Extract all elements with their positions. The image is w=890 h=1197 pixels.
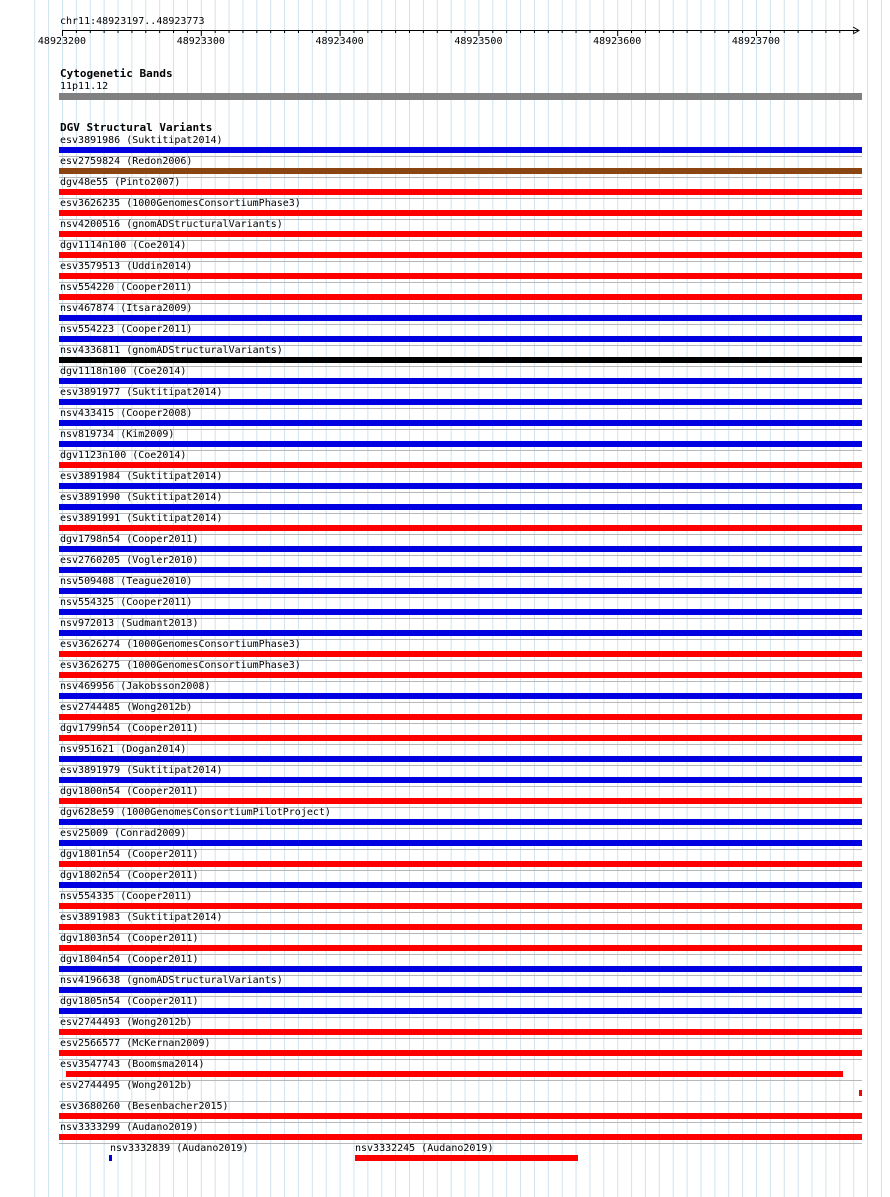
variant-label: esv3547743 (Boomsma2014): [60, 1059, 205, 1070]
variant-feature[interactable]: [59, 933, 862, 955]
variant-bar[interactable]: [59, 189, 862, 195]
variant-feature[interactable]: [59, 1122, 862, 1144]
variant-feature[interactable]: [59, 681, 862, 703]
variant-bar[interactable]: [59, 861, 862, 867]
variant-feature[interactable]: [59, 177, 862, 199]
variant-label: esv3626235 (1000GenomesConsortiumPhase3): [60, 198, 301, 209]
variant-feature[interactable]: [59, 870, 862, 892]
variant-feature[interactable]: [59, 408, 862, 430]
variant-label: dgv628e59 (1000GenomesConsortiumPilotProject): [60, 807, 331, 818]
variant-bar[interactable]: [59, 504, 862, 510]
variant-bar[interactable]: [59, 336, 862, 342]
variant-bar[interactable]: [59, 168, 862, 174]
variant-feature[interactable]: [59, 1101, 862, 1123]
variant-label: esv2566577 (McKernan2009): [60, 1038, 211, 1049]
variant-label: dgv1802n54 (Cooper2011): [60, 870, 199, 881]
variant-bar[interactable]: [59, 210, 862, 216]
variant-track-title: DGV Structural Variants: [60, 121, 213, 134]
variant-label: esv3626275 (1000GenomesConsortiumPhase3): [60, 660, 301, 671]
variant-label: nsv4200516 (gnomADStructuralVariants): [60, 219, 283, 230]
variant-label: dgv1799n54 (Cooper2011): [60, 723, 199, 734]
variant-feature[interactable]: [59, 639, 862, 661]
variant-label: nsv4196638 (gnomADStructuralVariants): [60, 975, 283, 986]
variant-feature[interactable]: [59, 975, 862, 997]
variant-feature[interactable]: [59, 219, 862, 241]
variant-feature[interactable]: [59, 534, 862, 556]
variant-bar[interactable]: [59, 693, 862, 699]
variant-bar[interactable]: [59, 315, 862, 321]
variant-bar[interactable]: [59, 672, 862, 678]
cytoband-track-title: Cytogenetic Bands: [60, 67, 173, 80]
variant-feature[interactable]: [59, 261, 862, 283]
variant-feature[interactable]: [59, 240, 862, 262]
variant-bar[interactable]: [59, 945, 862, 951]
variant-feature[interactable]: [59, 1038, 862, 1060]
variant-label: esv2760205 (Vogler2010): [60, 555, 199, 566]
variant-feature[interactable]: [59, 135, 862, 157]
variant-bar[interactable]: [59, 1050, 862, 1056]
variant-feature[interactable]: [109, 1143, 248, 1161]
variant-bar[interactable]: [59, 546, 862, 552]
variant-bar[interactable]: [59, 630, 862, 636]
variant-bar[interactable]: [59, 441, 862, 447]
variant-bar[interactable]: [59, 294, 862, 300]
variant-bar[interactable]: [355, 1155, 578, 1161]
variant-label: dgv1804n54 (Cooper2011): [60, 954, 199, 965]
variant-label: esv2759824 (Redon2006): [60, 156, 193, 167]
variant-feature[interactable]: [59, 954, 862, 976]
variant-label: esv3891979 (Suktitipat2014): [60, 765, 223, 776]
variant-feature[interactable]: [59, 156, 862, 178]
variant-bar[interactable]: [59, 567, 862, 573]
ruler-location-label: chr11:48923197..48923773: [60, 16, 205, 27]
variant-label: esv3891977 (Suktitipat2014): [60, 387, 223, 398]
variant-label: dgv1805n54 (Cooper2011): [60, 996, 199, 1007]
variant-feature[interactable]: [59, 198, 862, 220]
variant-feature[interactable]: [59, 492, 862, 514]
cytoband-track: [59, 67, 862, 100]
variant-label: nsv4336811 (gnomADStructuralVariants): [60, 345, 283, 356]
variant-label: esv3891991 (Suktitipat2014): [60, 513, 223, 524]
variant-feature[interactable]: [59, 912, 862, 934]
variant-feature[interactable]: [59, 576, 862, 598]
variant-feature[interactable]: [59, 345, 862, 367]
variant-bar[interactable]: [59, 882, 862, 888]
ruler-tick-label: 48923300: [176, 36, 225, 47]
variant-label: nsv469956 (Jakobsson2008): [60, 681, 211, 692]
variant-feature[interactable]: [59, 429, 862, 451]
ruler-tick-label: 48923500: [454, 36, 503, 47]
variant-bar[interactable]: [59, 588, 862, 594]
variant-bar[interactable]: [59, 966, 862, 972]
ruler-tick-label: 48923600: [593, 36, 642, 47]
variant-track: [59, 121, 862, 1161]
variant-label: esv3680260 (Besenbacher2015): [60, 1101, 229, 1112]
variant-feature[interactable]: [59, 618, 862, 640]
variant-label: esv2744493 (Wong2012b): [60, 1017, 193, 1028]
variant-feature[interactable]: [59, 366, 862, 388]
variant-feature[interactable]: [59, 702, 862, 724]
variant-feature[interactable]: [59, 1080, 862, 1102]
variant-bar[interactable]: [59, 1113, 862, 1119]
variant-feature[interactable]: [59, 387, 862, 409]
variant-label: dgv48e55 (Pinto2007): [60, 177, 181, 188]
variant-bar[interactable]: [59, 903, 862, 909]
variant-bar[interactable]: [59, 462, 862, 468]
ruler-axis: [38, 27, 859, 47]
variant-feature[interactable]: [59, 513, 862, 535]
variant-feature[interactable]: [59, 471, 862, 493]
variant-label: nsv509408 (Teague2010): [60, 576, 193, 587]
variant-label: nsv3332245 (Audano2019): [355, 1143, 494, 1154]
variant-feature[interactable]: [59, 1059, 862, 1081]
variant-bar[interactable]: [59, 1029, 862, 1035]
variant-label: dgv1801n54 (Cooper2011): [60, 849, 199, 860]
variant-bar[interactable]: [59, 147, 862, 153]
variant-feature[interactable]: [59, 891, 862, 913]
variant-bar[interactable]: [59, 609, 862, 615]
variant-bar[interactable]: [59, 777, 862, 783]
variant-label: nsv554220 (Cooper2011): [60, 282, 193, 293]
cytoband-bar[interactable]: [59, 93, 862, 100]
variant-bar[interactable]: [59, 273, 862, 279]
variant-bar[interactable]: [59, 378, 862, 384]
variant-bar[interactable]: [59, 357, 862, 363]
variant-label: dgv1114n100 (Coe2014): [60, 240, 187, 251]
variant-label: nsv467874 (Itsara2009): [60, 303, 193, 314]
variant-bar[interactable]: [59, 651, 862, 657]
variant-label: nsv3332839 (Audano2019): [110, 1143, 249, 1154]
variant-feature[interactable]: [59, 597, 862, 619]
variant-label: esv3626274 (1000GenomesConsortiumPhase3): [60, 639, 301, 650]
variant-label: dgv1123n100 (Coe2014): [60, 450, 187, 461]
variant-label: nsv951621 (Dogan2014): [60, 744, 187, 755]
variant-bar[interactable]: [59, 987, 862, 993]
variant-feature[interactable]: [355, 1143, 578, 1161]
variant-bar[interactable]: [59, 756, 862, 762]
variant-label: nsv819734 (Kim2009): [60, 429, 175, 440]
cytoband-label: 11p11.12: [60, 81, 109, 92]
ruler: [38, 16, 859, 47]
ruler-tick-label: 48923200: [37, 36, 87, 47]
variant-feature[interactable]: [59, 282, 862, 304]
ruler-tick-label: 48923700: [731, 36, 781, 47]
variant-bar[interactable]: [59, 840, 862, 846]
variant-bar[interactable]: [59, 252, 862, 258]
variant-feature[interactable]: [59, 1017, 862, 1039]
variant-label: dgv1803n54 (Cooper2011): [60, 933, 199, 944]
variant-feature[interactable]: [59, 450, 862, 472]
variant-bar[interactable]: [59, 1134, 862, 1140]
variant-label: esv2744485 (Wong2012b): [60, 702, 193, 713]
variant-label: nsv3333299 (Audano2019): [60, 1122, 199, 1133]
variant-label: nsv554223 (Cooper2011): [60, 324, 193, 335]
variant-label: esv3891983 (Suktitipat2014): [60, 912, 223, 923]
variant-label: nsv554335 (Cooper2011): [60, 891, 193, 902]
variant-label: dgv1800n54 (Cooper2011): [60, 786, 199, 797]
variant-feature[interactable]: [59, 660, 862, 682]
variant-label: nsv972013 (Sudmant2013): [60, 618, 199, 629]
variant-bar[interactable]: [59, 735, 862, 741]
variant-feature[interactable]: [59, 744, 862, 766]
variant-label: esv2744495 (Wong2012b): [60, 1080, 193, 1091]
variant-feature[interactable]: [59, 849, 862, 871]
variant-bar[interactable]: [59, 924, 862, 930]
variant-label: esv25009 (Conrad2009): [60, 828, 187, 839]
variant-label: dgv1798n54 (Cooper2011): [60, 534, 199, 545]
variant-features: [59, 135, 862, 1161]
variant-feature[interactable]: [59, 828, 862, 850]
variant-feature[interactable]: [59, 303, 862, 325]
variant-bar[interactable]: [59, 483, 862, 489]
variant-bar[interactable]: [59, 420, 862, 426]
variant-bar[interactable]: [66, 1071, 843, 1077]
variant-feature[interactable]: [59, 807, 862, 829]
variant-bar[interactable]: [59, 714, 862, 720]
variant-feature[interactable]: [59, 765, 862, 787]
variant-feature[interactable]: [59, 996, 862, 1018]
variant-label: esv3579513 (Uddin2014): [60, 261, 193, 272]
variant-label: esv3891986 (Suktitipat2014): [60, 135, 223, 146]
variant-feature[interactable]: [59, 786, 862, 808]
variant-bar[interactable]: [59, 798, 862, 804]
variant-feature[interactable]: [59, 723, 862, 745]
variant-label: esv3891984 (Suktitipat2014): [60, 471, 223, 482]
ruler-tick-label: 48923400: [315, 36, 364, 47]
variant-feature[interactable]: [59, 555, 862, 577]
variant-bar[interactable]: [59, 1008, 862, 1014]
variant-label: nsv554325 (Cooper2011): [60, 597, 193, 608]
variant-feature[interactable]: [59, 324, 862, 346]
variant-bar[interactable]: [59, 399, 862, 405]
variant-bar[interactable]: [59, 231, 862, 237]
variant-label: nsv433415 (Cooper2008): [60, 408, 193, 419]
variant-bar[interactable]: [109, 1155, 112, 1161]
variant-label: esv3891990 (Suktitipat2014): [60, 492, 223, 503]
variant-label: dgv1118n100 (Coe2014): [60, 366, 187, 377]
variant-bar[interactable]: [859, 1090, 862, 1096]
variant-bar[interactable]: [59, 819, 862, 825]
variant-bar[interactable]: [59, 525, 862, 531]
